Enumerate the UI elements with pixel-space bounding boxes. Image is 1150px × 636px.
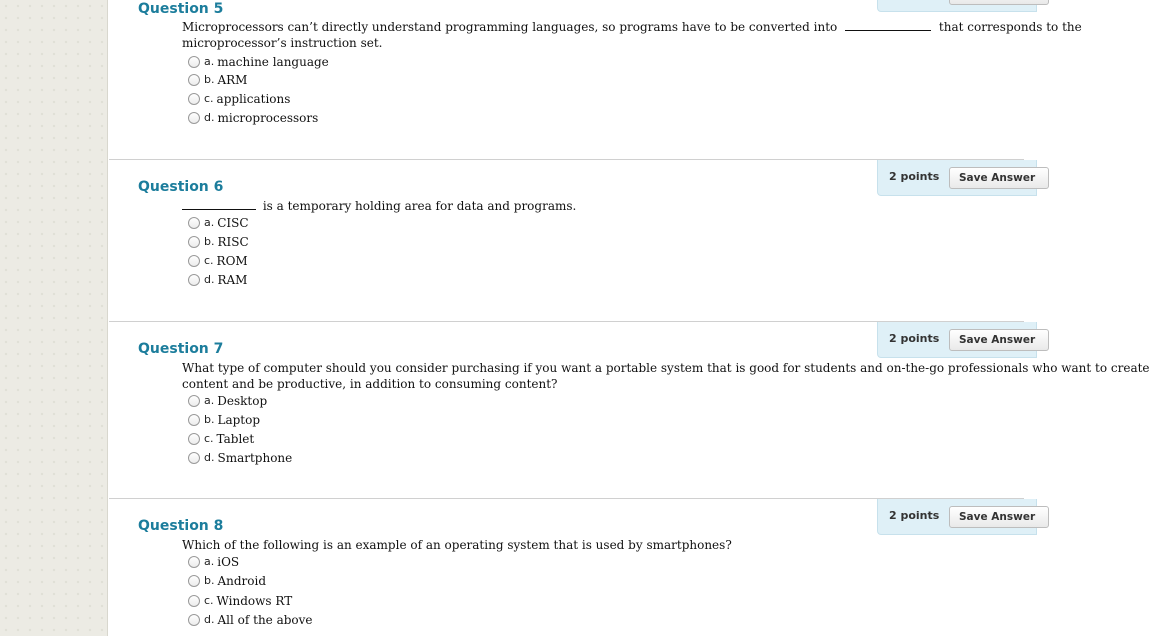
answer-option-a[interactable]: [188, 214, 249, 231]
option-text: applications: [216, 91, 291, 106]
question-text-line2: content and be productive, in addition to consuming content?: [182, 377, 558, 391]
question-text-part2: that corresponds to the: [938, 20, 1082, 34]
radio-button[interactable]: [188, 56, 200, 68]
option-text: microprocessors: [217, 110, 319, 125]
question-text-line2: microprocessor’s instruction set.: [182, 36, 383, 50]
question-text: Which of the following is an example of an operating system that is used by smartphones?: [182, 538, 732, 552]
answer-option-d[interactable]: [188, 611, 313, 628]
option-text: CISC: [217, 215, 249, 230]
option-letter: c.: [204, 254, 214, 267]
answer-blank: [845, 21, 931, 31]
question-text: What type of computer should you consider purchasing if you want a portable system that is good for students and on-the-go professionals who want to create: [182, 361, 1150, 375]
question-title: Question 5: [138, 1, 224, 17]
radio-button[interactable]: [188, 395, 200, 407]
option-letter: a.: [204, 55, 215, 68]
question-8-points-panel: [877, 499, 1037, 535]
option-letter: d.: [204, 111, 215, 124]
option-text: machine language: [217, 54, 329, 69]
question-5: [109, 0, 1082, 159]
answer-option-b[interactable]: [188, 572, 266, 589]
radio-button[interactable]: [188, 433, 200, 445]
question-title: Question 6: [138, 179, 224, 195]
save-answer-button[interactable]: Save Answer: [949, 167, 1049, 189]
question-6: [109, 159, 1036, 321]
quiz-content: [109, 0, 1150, 636]
answer-option-c[interactable]: [188, 592, 292, 609]
option-letter: c.: [204, 92, 214, 105]
radio-button[interactable]: [188, 93, 200, 105]
answer-option-b[interactable]: [188, 411, 260, 428]
answer-option-a[interactable]: [188, 392, 267, 409]
radio-button[interactable]: [188, 236, 200, 248]
left-rail: [0, 0, 108, 636]
option-letter: d.: [204, 613, 215, 626]
option-letter: d.: [204, 273, 215, 286]
question-text-part1: Microprocessors can’t directly understand programming languages, so programs have to be converted into: [182, 20, 838, 34]
option-letter: c.: [204, 432, 214, 445]
option-letter: b.: [204, 574, 215, 587]
save-answer-button[interactable]: [949, 0, 1049, 5]
radio-button[interactable]: [188, 452, 200, 464]
option-letter: b.: [204, 73, 215, 86]
question-8: [109, 498, 1036, 636]
answer-blank: [182, 200, 256, 210]
option-letter: b.: [204, 235, 215, 248]
answer-option-c[interactable]: [188, 430, 254, 447]
option-text: Tablet: [216, 431, 255, 446]
option-text: ARM: [217, 72, 248, 87]
question-text: [182, 198, 576, 214]
question-text: [182, 19, 1082, 35]
question-title: Question 7: [138, 341, 224, 357]
option-text: Laptop: [217, 412, 261, 427]
option-letter: d.: [204, 451, 215, 464]
option-text: RISC: [217, 234, 249, 249]
answer-option-d[interactable]: [188, 271, 247, 288]
radio-button[interactable]: [188, 556, 200, 568]
answer-option-d[interactable]: [188, 449, 292, 466]
radio-button[interactable]: [188, 112, 200, 124]
question-text-part1: is a temporary holding area for data and programs.: [262, 199, 577, 213]
option-letter: a.: [204, 555, 215, 568]
option-letter: a.: [204, 216, 215, 229]
points-label: 2 points: [889, 509, 940, 522]
option-text: Windows RT: [216, 593, 293, 608]
answer-option-c[interactable]: [188, 90, 290, 107]
question-5-points-panel: [877, 0, 1037, 12]
question-title: Question 8: [138, 518, 224, 534]
radio-button[interactable]: [188, 414, 200, 426]
radio-button[interactable]: [188, 614, 200, 626]
option-text: iOS: [217, 554, 240, 569]
radio-button[interactable]: [188, 595, 200, 607]
question-7: [109, 321, 1150, 498]
option-text: Android: [217, 573, 267, 588]
option-text: Smartphone: [217, 450, 293, 465]
radio-button[interactable]: [188, 217, 200, 229]
answer-option-b[interactable]: [188, 71, 247, 88]
option-text: RAM: [217, 272, 248, 287]
question-7-points-panel: [877, 322, 1037, 358]
answer-option-a[interactable]: [188, 553, 239, 570]
points-label: 2 points: [889, 332, 940, 345]
save-answer-button[interactable]: Save Answer: [949, 329, 1049, 351]
save-answer-button[interactable]: Save Answer: [949, 506, 1049, 528]
option-text: ROM: [216, 253, 248, 268]
answer-option-c[interactable]: [188, 252, 248, 269]
option-text: Desktop: [217, 393, 268, 408]
question-6-points-panel: [877, 160, 1037, 196]
answer-option-b[interactable]: [188, 233, 249, 250]
radio-button[interactable]: [188, 575, 200, 587]
answer-option-a[interactable]: [188, 53, 329, 70]
option-letter: a.: [204, 394, 215, 407]
points-label: 2 points: [889, 170, 940, 183]
radio-button[interactable]: [188, 255, 200, 267]
option-letter: b.: [204, 413, 215, 426]
option-text: All of the above: [217, 612, 313, 627]
radio-button[interactable]: [188, 274, 200, 286]
option-letter: c.: [204, 594, 214, 607]
answer-option-d[interactable]: [188, 109, 318, 126]
radio-button[interactable]: [188, 74, 200, 86]
